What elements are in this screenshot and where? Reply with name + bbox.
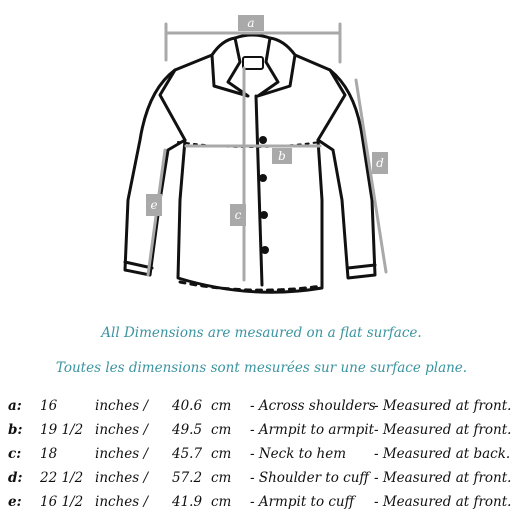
row-cm: 45.7	[172, 446, 203, 462]
label-c: c	[234, 208, 242, 222]
row-description: - Armpit to armpit	[250, 422, 375, 438]
row-cm: 49.5	[172, 422, 203, 438]
row-cm-unit: cm	[211, 422, 232, 438]
row-cm: 57.2	[172, 470, 203, 486]
row-measured: - Measured at front.	[374, 398, 512, 414]
label-tag	[243, 57, 263, 69]
row-measured: - Measured at back.	[374, 446, 511, 462]
measurement-row	[0, 398, 523, 418]
row-cm-unit: cm	[211, 398, 232, 414]
row-cm: 41.9	[172, 494, 203, 510]
left-sleeve-outline	[125, 70, 185, 275]
row-inches: 16 1/2	[40, 494, 84, 510]
measurement-row	[0, 422, 523, 442]
label-e: e	[150, 198, 158, 212]
right-cuff	[348, 265, 375, 268]
row-measured: - Measured at front.	[374, 494, 512, 510]
row-description: - Across shoulders	[250, 398, 376, 414]
note-english: All Dimensions are mesaured on a flat surface.	[101, 325, 422, 341]
button	[259, 174, 267, 182]
row-key: b:	[8, 422, 23, 438]
row-inches: 22 1/2	[40, 470, 84, 486]
row-description: - Armpit to cuff	[250, 494, 355, 510]
label-a: a	[247, 16, 255, 30]
row-inches-unit: inches /	[95, 494, 149, 510]
row-cm-unit: cm	[211, 470, 232, 486]
row-measured: - Measured at front.	[374, 470, 512, 486]
row-inches-unit: inches /	[95, 470, 149, 486]
row-inches: 16	[40, 398, 58, 414]
row-description: - Neck to hem	[250, 446, 347, 462]
row-key: d:	[8, 470, 23, 486]
dim-line-d	[356, 80, 386, 272]
row-cm: 40.6	[172, 398, 203, 414]
shirt-body-outline	[160, 55, 345, 292]
button	[261, 246, 269, 254]
row-key: c:	[8, 446, 22, 462]
placket	[256, 96, 262, 285]
measurement-row	[0, 446, 523, 466]
row-inches: 19 1/2	[40, 422, 84, 438]
row-inches-unit: inches /	[95, 446, 149, 462]
row-description: - Shoulder to cuff	[250, 470, 369, 486]
measurement-row	[0, 470, 523, 490]
measurement-row	[0, 494, 523, 514]
collar-band	[235, 35, 270, 38]
label-d: d	[376, 156, 384, 170]
label-b: b	[278, 149, 286, 163]
row-cm-unit: cm	[211, 446, 232, 462]
row-measured: - Measured at front.	[374, 422, 512, 438]
row-key: e:	[8, 494, 22, 510]
row-inches-unit: inches /	[95, 422, 149, 438]
row-inches-unit: inches /	[95, 398, 149, 414]
button	[260, 211, 268, 219]
row-inches: 18	[40, 446, 58, 462]
button	[259, 136, 267, 144]
row-key: a:	[8, 398, 22, 414]
row-cm-unit: cm	[211, 494, 232, 510]
note-french: Toutes les dimensions sont mesurées sur une surface plane.	[55, 360, 468, 376]
right-sleeve-outline	[318, 70, 375, 278]
